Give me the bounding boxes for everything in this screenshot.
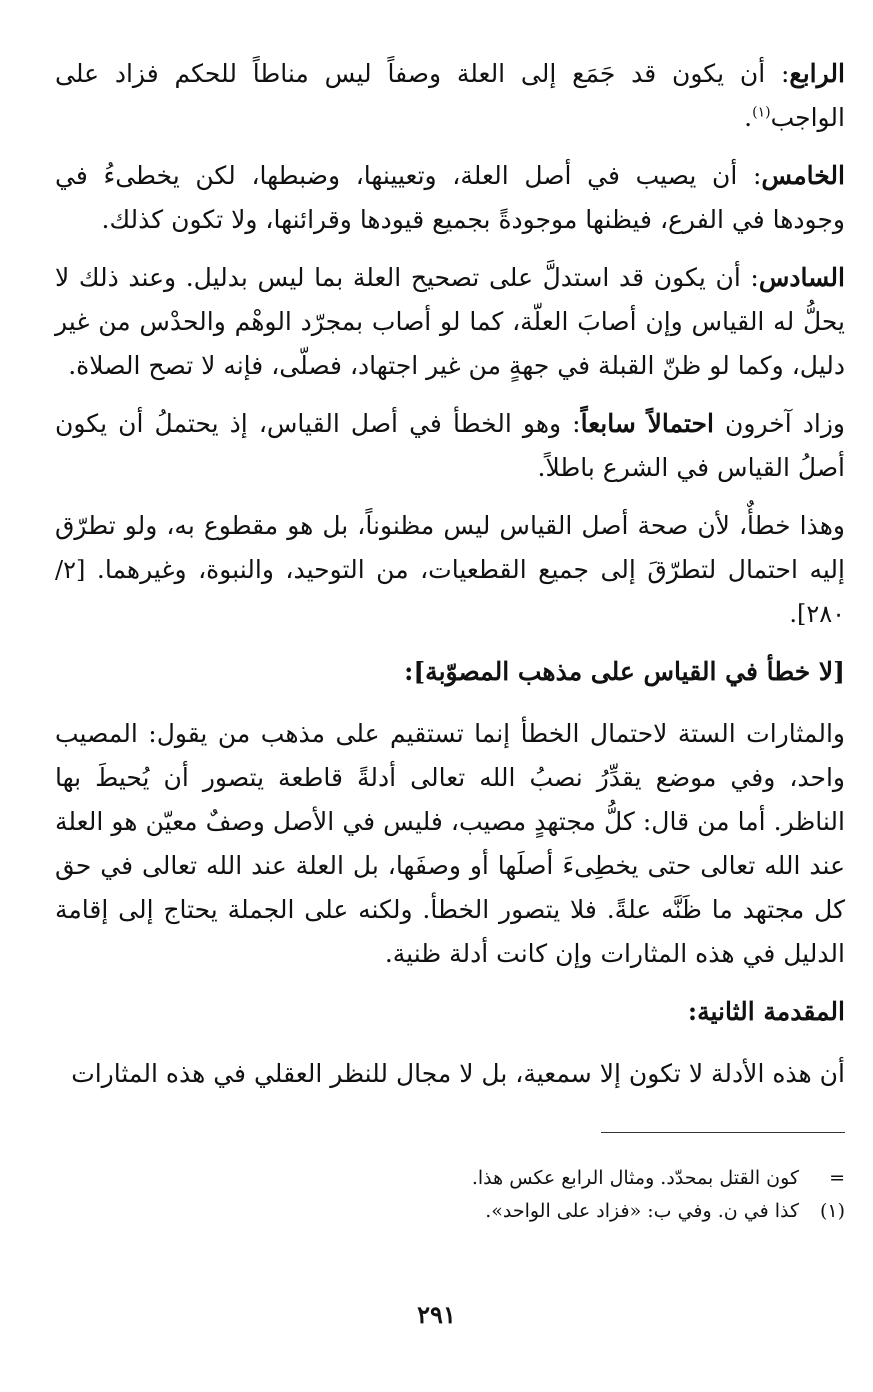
footnote-reference: (١) — [752, 104, 771, 121]
section-heading-second-premise: المقدمة الثانية: — [687, 997, 845, 1026]
page-number: ٢٩١ — [417, 1300, 456, 1329]
continuation-mark: = — [829, 1167, 845, 1189]
paragraph-sixth — [55, 256, 845, 388]
volume-page-reference: [٢/ ٢٨٠]. — [55, 556, 845, 628]
paragraph-label: احتمالاً سابعاً — [580, 409, 714, 438]
footnote-number: (١) — [819, 1200, 845, 1222]
footnotes — [55, 1162, 845, 1228]
footnote-divider — [601, 1132, 845, 1133]
paragraph-fourth: الرابع: أن يكون قد جَمَع إلى العلة وصفاً ليس مناطاً للحكم فزاد على الواجب$^{(١)}$. — [55, 59, 845, 132]
footnote-continuation — [55, 1162, 845, 1195]
section-heading: [لا خطأ في القياس على مذهب المصوّبة]: — [404, 657, 845, 686]
paragraph-text: : أن يكون قد استدلَّ على تصحيح العلة بما ليس بدليل. وعند ذلك لا يحلُّ له القياس وإن أصابَ العلّة، كما لو أصاب بمجرّد الوهْم والحدْس من غير دليل، وكما لو ظنّ القبلة في جهةٍ من غير اجتهاد، فصلّى، فإنه لا تصح الصلاة. — [55, 263, 845, 380]
paragraph-label: الرابع — [789, 59, 845, 88]
paragraph-intro: وزاد آخرون — [713, 409, 845, 438]
paragraph-fifth — [55, 154, 845, 242]
paragraph-seventh — [55, 402, 845, 490]
paragraph-text: : وهو الخطأ في أصل القياس، إذ يحتملُ أن يكون أصلُ القياس في الشرع باطلاً. — [55, 409, 845, 482]
paragraph-text: والمثارات الستة لاحتمال الخطأ إنما تستقيم على مذهب من يقول: المصيب واحد، وفي موضع يقدِّرُ نصبُ الله تعالى أدلةً قاطعة يتصور أن يُحيطَ بها الناظر. أما من قال: كلُّ مجتهدٍ مصيب، فليس في الأصل وصفٌ معيّن هو العلة عند الله تعالى حتى يخطِىءَ أصلَها أو وصفَها، بل العلة عند الله تعالى في حق كل مجتهد ما ظَنَّه علةً. فلا يتصور الخطأ. ولكنه على الجملة يحتاج إلى إقامة الدليل في هذه المثارات وإن كانت أدلة ظنية. — [55, 719, 846, 968]
paragraph-text: : أن يكون قد جَمَع إلى العلة وصفاً ليس مناطاً للحكم فزاد على الواجب — [55, 59, 845, 132]
paragraph-mutharat — [55, 712, 845, 976]
paragraph-text: أن هذه الأدلة لا تكون إلا سمعية، بل لا مجال للنظر العقلي في هذه المثارات — [71, 1059, 845, 1088]
paragraph-second-premise — [55, 1052, 845, 1096]
footnote-1 — [55, 1195, 845, 1228]
paragraph-label: السادس — [758, 263, 845, 292]
footnote-text: كذا في ن. وفي ب: «فزاد على الواحد». — [485, 1200, 799, 1222]
paragraph-text: : أن يصيب في أصل العلة، وتعيينها، وضبطها، لكن يخطىءُ في وجودها في الفرع، فيظنها موجودةً بجميع قيودها وقرائنها، ولا تكون كذلك. — [55, 161, 845, 234]
main-text — [55, 52, 845, 1110]
paragraph-refutation — [55, 504, 845, 636]
paragraph-text: وهذا خطأٌ، لأن صحة أصل القياس ليس مظنوناً، بل هو مقطوع به، ولو تطرّق إليه احتمال لتطرّقَ إلى جميع القطعيات، من التوحيد، والنبوة، وغيرهما. — [55, 511, 845, 584]
paragraph-label: الخامس — [761, 161, 845, 190]
footnote-text: كون القتل بمحدّد. ومثال الرابع عكس هذا. — [471, 1167, 799, 1189]
